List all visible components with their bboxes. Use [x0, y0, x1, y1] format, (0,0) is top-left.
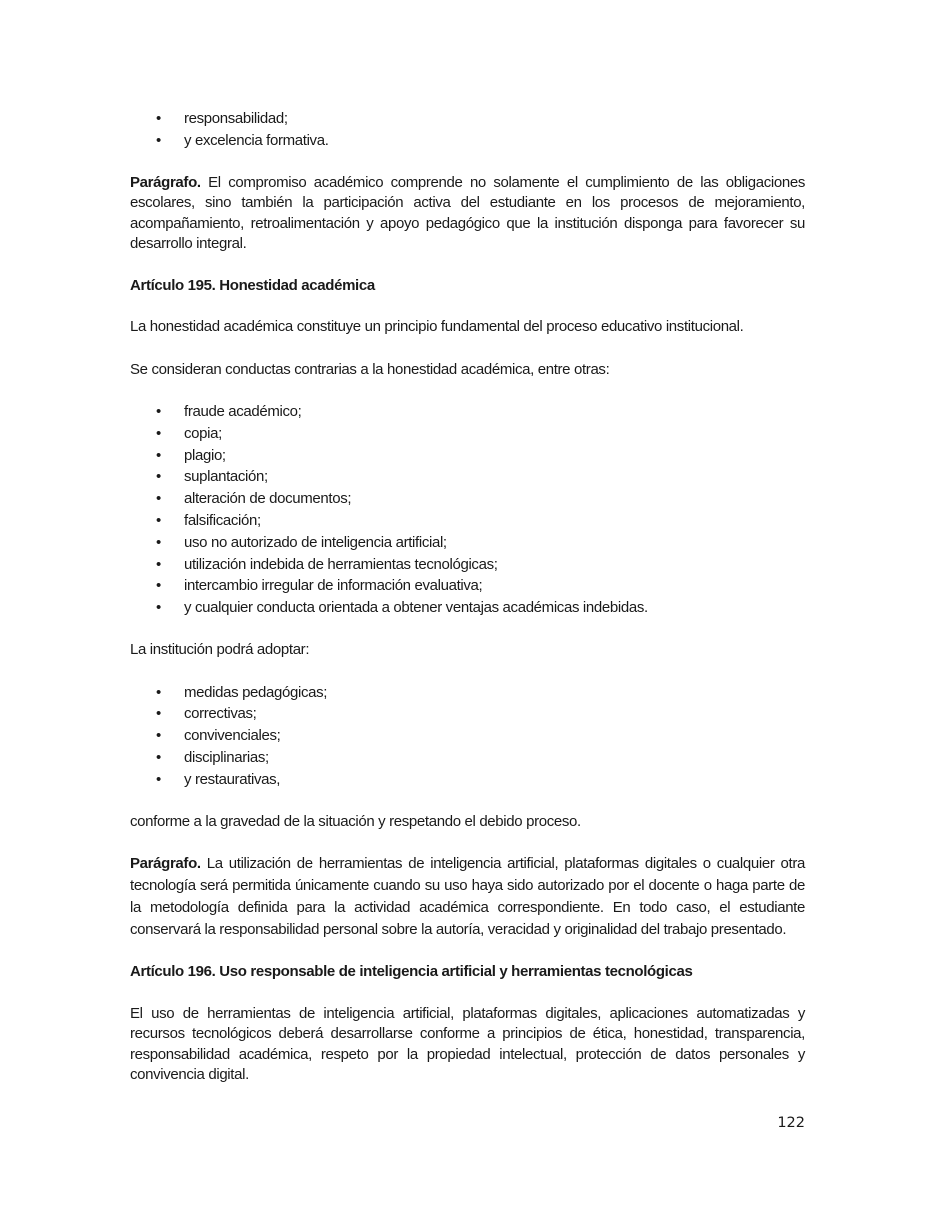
conducts-intro: Se consideran conductas contrarias a la honestidad académica, entre otras: [130, 360, 610, 378]
page-number: 122 [777, 1115, 805, 1131]
list-item: • y restaurativas, [130, 769, 805, 791]
list-item: • convivenciales; [130, 725, 805, 747]
list-item: • intercambio irregular de información evaluativa; [130, 575, 805, 597]
list-item: • correctivas; [130, 703, 805, 725]
list-item: • alteración de documentos; [130, 488, 805, 510]
paragrafo-label: Parágrafo. [130, 855, 201, 873]
list-item: • uso no autorizado de inteligencia artificial; [130, 532, 805, 554]
paragrafo-ia [130, 853, 805, 941]
list-item: • responsabilidad; [130, 108, 805, 130]
conducts-list [130, 401, 805, 619]
article-195-intro: La honestidad académica constituye un principio fundamental del proceso educativo institucional. [130, 318, 744, 336]
paragrafo-compromiso [130, 173, 805, 255]
article-196-heading: Artículo 196. Uso responsable de inteligencia artificial y herramientas tecnológicas [130, 963, 693, 981]
list-item: • falsificación; [130, 510, 805, 532]
measures-list [130, 682, 805, 791]
article-196-text: El uso de herramientas de inteligencia artificial, plataformas digitales, aplicaciones automatizadas y recursos tecnológicos deberá desarrollarse conforme a principios de ética, honestidad, transparencia, responsabilidad académica, respeto por la propiedad intelectual, protección de datos personales y convivencia digital. [130, 1004, 805, 1084]
paragrafo-text: El compromiso académico comprende no solamente el cumplimiento de las obligaciones escolares, sino también la participación activa del estudiante en los procesos de mejoramiento, acompañamiento, retroalimentación y apoyo pedagógico que la institución disponga para favorecer su desarrollo integral. [130, 173, 805, 253]
document-page [130, 108, 805, 1086]
paragrafo-label: Parágrafo. [130, 173, 201, 191]
measures-intro: La institución podrá adoptar: [130, 641, 310, 659]
list-item: • plagio; [130, 445, 805, 467]
list-item: • copia; [130, 423, 805, 445]
list-item: • fraude académico; [130, 401, 805, 423]
list-item: • medidas pedagógicas; [130, 682, 805, 704]
paragrafo-text: La utilización de herramientas de inteligencia artificial, plataformas digitales o cualquier otra tecnología será permitida únicamente cuando su uso haya sido autorizado por el docente o haga parte de la metodología definida para la actividad académica correspondiente. En todo caso, el estudiante conservará la responsabilidad personal sobre la autoría, veracidad y originalidad del trabajo presentado. [130, 855, 805, 939]
list-item: • disciplinarias; [130, 747, 805, 769]
article-195-heading: Artículo 195. Honestidad académica [130, 276, 375, 294]
list-item: • y cualquier conducta orientada a obtener ventajas académicas indebidas. [130, 597, 805, 619]
list-item: • utilización indebida de herramientas tecnológicas; [130, 554, 805, 576]
list-item: • y excelencia formativa. [130, 130, 805, 152]
list-item: • suplantación; [130, 466, 805, 488]
bullet-list-top [130, 108, 805, 152]
measures-outro: conforme a la gravedad de la situación y respetando el debido proceso. [130, 812, 581, 830]
